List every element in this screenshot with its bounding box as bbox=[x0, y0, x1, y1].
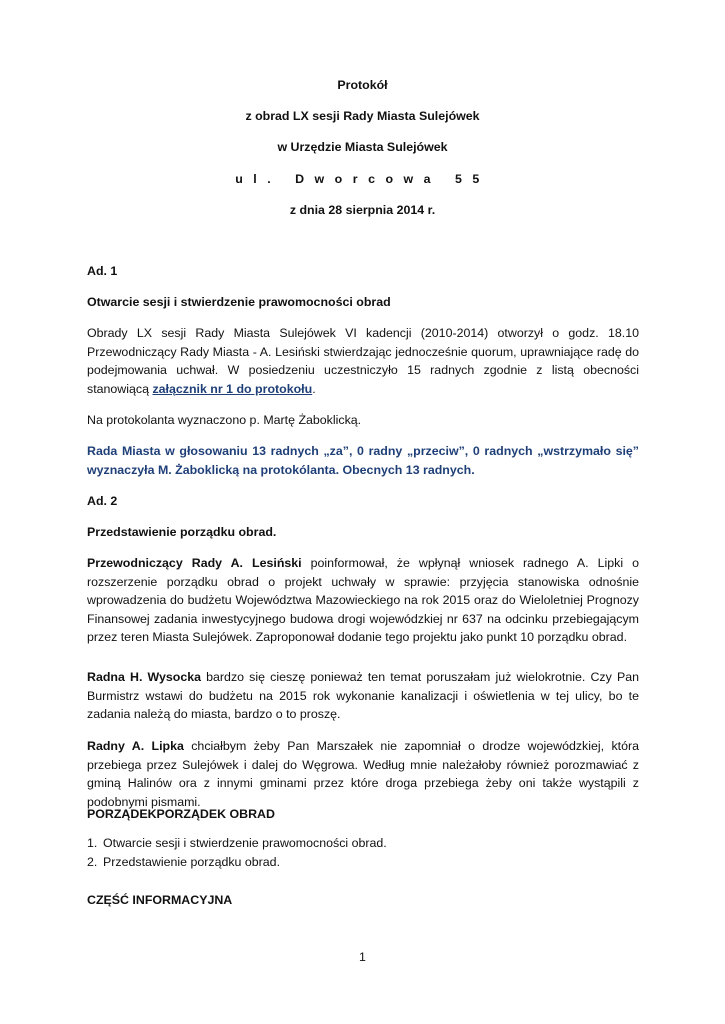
ad1-label: Ad. 1 bbox=[87, 264, 118, 278]
ad1-opening-paragraph bbox=[87, 324, 639, 398]
lipka-statement bbox=[87, 737, 639, 811]
page-number: 1 bbox=[359, 950, 366, 964]
chairman-statement bbox=[87, 554, 639, 647]
wysocka-statement bbox=[87, 668, 639, 724]
speaker-name: Przewodniczący Rady A. Lesiński bbox=[87, 556, 302, 570]
opening-end: . bbox=[312, 381, 316, 396]
doc-subtitle-session: z obrad LX sesji Rady Miasta Sulejówek bbox=[245, 109, 480, 123]
agenda-item-text: Przedstawienie porządku obrad. bbox=[103, 854, 281, 869]
agenda-item bbox=[87, 853, 639, 872]
doc-date: z dnia 28 sierpnia 2014 r. bbox=[289, 203, 436, 217]
doc-subtitle-place: w Urzędzie Miasta Sulejówek bbox=[277, 140, 448, 154]
statement-text: chciałbym żeby Pan Marszałek nie zapomniał o drodze wojewódzkiej, która przebiega przez Sulejówek i dalej do Węgrowa. Według mnie należałoby również porozmawiać z gminą Halinów ora z innymi gminami przez które droga przebiega żeby oni także wystąpili z podobnymi pismami. bbox=[87, 739, 639, 809]
attachment-link[interactable]: załącznik nr 1 do protokołu bbox=[152, 381, 313, 396]
doc-title: Protokół bbox=[337, 78, 388, 92]
vote-result: Rada Miasta w głosowaniu 13 radnych „za”, 0 radny „przeciw”, 0 radnych „wstrzymało się” wyznaczyła M. Żaboklicką na protokólanta. Obecnych 13 radnych. bbox=[87, 444, 639, 477]
recorder-paragraph: Na protokolanta wyznaczono p. Martę Żaboklicką. bbox=[87, 413, 362, 427]
statement-text: bardzo się cieszę ponieważ ten temat poruszałam już wielokrotnie. Czy Pan Burmistrz wstawi do budżetu na 2015 rok wykonanie kanalizacji i oświetlenia w tej ulicy, bo te zadania należą do miasta, bardzo o to proszę. bbox=[87, 670, 639, 721]
opening-text: Obrady LX sesji Rady Miasta Sulejówek VI kadencji (2010-2014) otworzył o godz. 18.10 Przewodniczący Rady Miasta - A. Lesiński stwierdzając jednocześnie quorum, uprawniające radę do podejmowania uchwał. W posiedzeniu uczestniczyło 15 radnych zgodnie z listą obecności stanowiącą bbox=[87, 326, 639, 396]
agenda-item-number: 2. bbox=[87, 854, 98, 869]
doc-subtitle-address: ul. Dworcowa 55 bbox=[235, 172, 490, 186]
section-heading: CZĘŚĆ INFORMACYJNA bbox=[87, 893, 233, 907]
speaker-name: Radny A. Lipka bbox=[87, 739, 184, 753]
agenda-item-text: Otwarcie sesji i stwierdzenie prawomocności obrad. bbox=[103, 836, 387, 850]
speaker-name: Radna H. Wysocka bbox=[87, 670, 202, 684]
ad2-heading: Przedstawienie porządku obrad. bbox=[87, 525, 277, 539]
ad2-label: Ad. 2 bbox=[87, 494, 118, 508]
agenda-list bbox=[87, 834, 639, 871]
ad1-heading: Otwarcie sesji i stwierdzenie prawomocności obrad bbox=[87, 295, 391, 309]
agenda-item bbox=[87, 834, 639, 853]
agenda-heading: PORZĄDEKPORZĄDEK OBRAD bbox=[87, 807, 275, 821]
statement-text: poinformował, że wpłynął wniosek radnego A. Lipki o rozszerzenie porządku obrad o projekt uchwały w sprawie: przyjęcia stanowiska odnośnie wprowadzenia do budżetu Województwa Mazowieckiego na rok 2015 oraz do Wieloletniej Prognozy Finansowej zadania inwestycyjnego budowa drogi wojewódzkiej nr 637 na odcinku przebiegającym przez teren Miasta Sulejówek. Zaproponował dodanie tego projektu jako punkt 10 porządku obrad. bbox=[87, 556, 640, 644]
agenda-item-number: 1. bbox=[87, 836, 98, 850]
